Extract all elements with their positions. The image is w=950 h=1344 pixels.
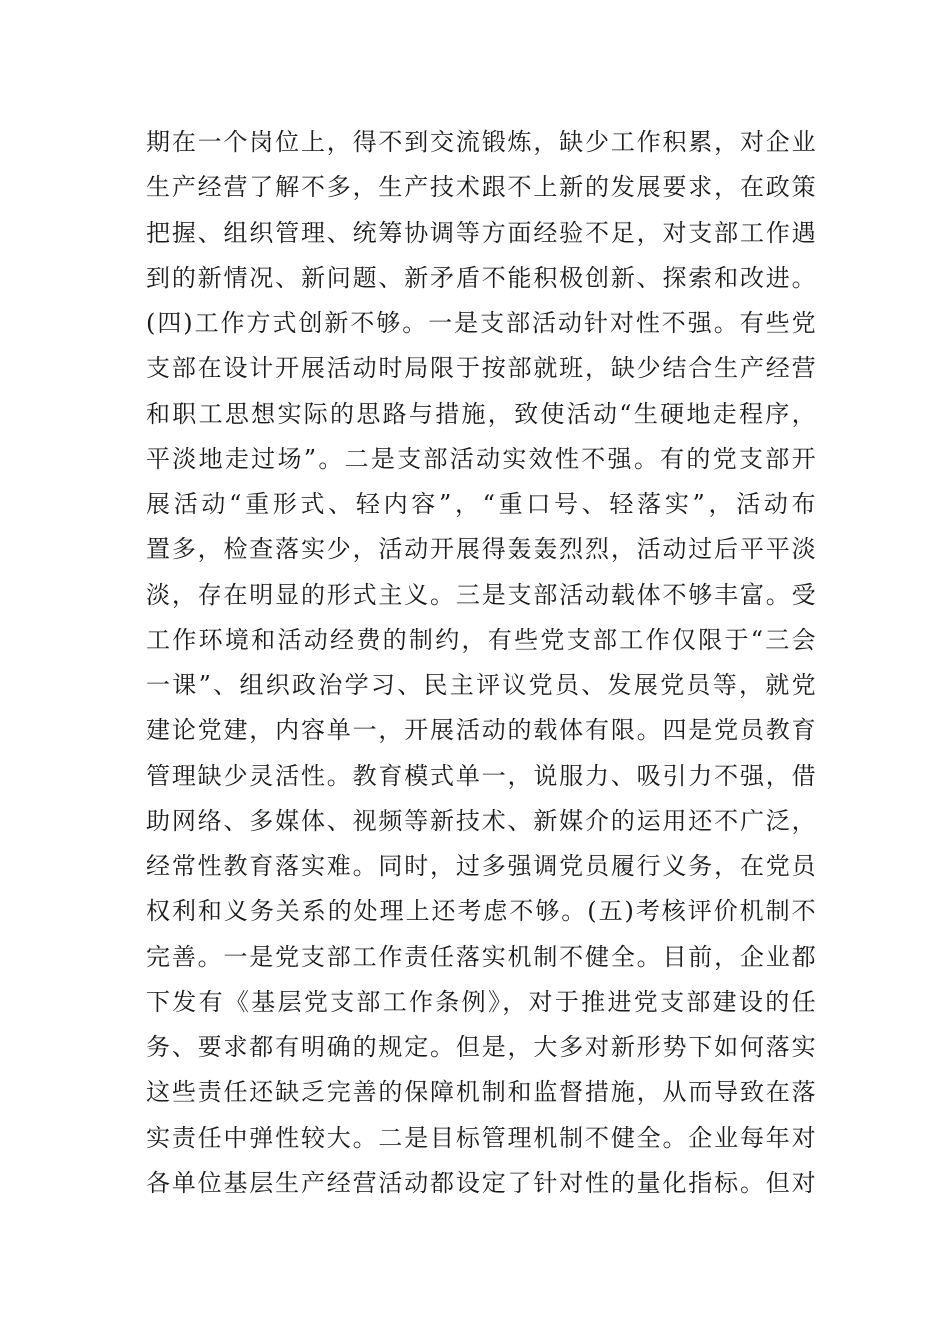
text-line-15: 管理缺少灵活性。教育模式单一，说服力、吸引力不强，借 (146, 761, 816, 790)
text-line-17: 经常性教育落实难。同时，过多强调党员履行义务，在党员 (146, 852, 816, 880)
text-line-1: 期在一个岗位上，得不到交流锻炼，缺少工作积累，对企业 (146, 128, 816, 156)
text-line-8: 平淡地走过场”。二是支部活动实效性不强。有的党支部开 (146, 444, 816, 473)
text-line-23: 实责任中弹性较大。二是目标管理机制不健全。企业每年对 (146, 1123, 816, 1152)
text-line-13: 一课”、组织政治学习、民主评议党员、发展党员等，就党 (146, 671, 816, 699)
body-text (146, 120, 816, 1206)
text-line-11: 淡，存在明显的形式主义。三是支部活动载体不够丰富。受 (146, 580, 816, 609)
text-line-3: 把握、组织管理、统筹协调等方面经验不足，对支部工作遇 (146, 218, 816, 247)
text-line-6: 支部在设计开展活动时局限于按部就班，缺少结合生产经营 (146, 354, 816, 383)
text-line-10: 置多，检查落实少，活动开展得轰轰烈烈，活动过后平平淡 (146, 535, 816, 564)
text-line-12: 工作环境和活动经费的制约，有些党支部工作仅限于“三会 (146, 625, 816, 654)
text-line-20: 下发有《基层党支部工作条例》，对于推进党支部建设的任 (146, 987, 816, 1016)
text-line-2: 生产经营了解不多，生产技术跟不上新的发展要求，在政策 (146, 173, 816, 202)
text-line-16: 助网络、多媒体、视频等新技术、新媒介的运用还不广泛， (146, 806, 816, 835)
text-line-7: 和职工思想实际的思路与措施，致使活动“生硬地走程序， (146, 399, 816, 428)
text-line-4: 到的新情况、新问题、新矛盾不能积极创新、探索和改进。 (146, 263, 816, 292)
text-line-24: 各单位基层生产经营活动都设定了针对性的量化指标。但对 (146, 1168, 816, 1197)
text-line-21: 务、要求都有明确的规定。但是，大多对新形势下如何落实 (146, 1033, 816, 1061)
text-line-14: 建论党建，内容单一，开展活动的载体有限。四是党员教育 (146, 716, 816, 745)
text-line-18: 权利和义务关系的处理上还考虑不够。(五)考核评价机制不 (146, 897, 816, 926)
text-line-22: 这些责任还缺乏完善的保障机制和监督措施，从而导致在落 (146, 1078, 816, 1107)
text-line-19: 完善。一是党支部工作责任落实机制不健全。目前，企业都 (146, 942, 816, 971)
text-line-9: 展活动“重形式、轻内容”，“重口号、轻落实”，活动布 (146, 490, 816, 518)
text-line-5: (四)工作方式创新不够。一是支部活动针对性不强。有些党 (146, 309, 816, 337)
